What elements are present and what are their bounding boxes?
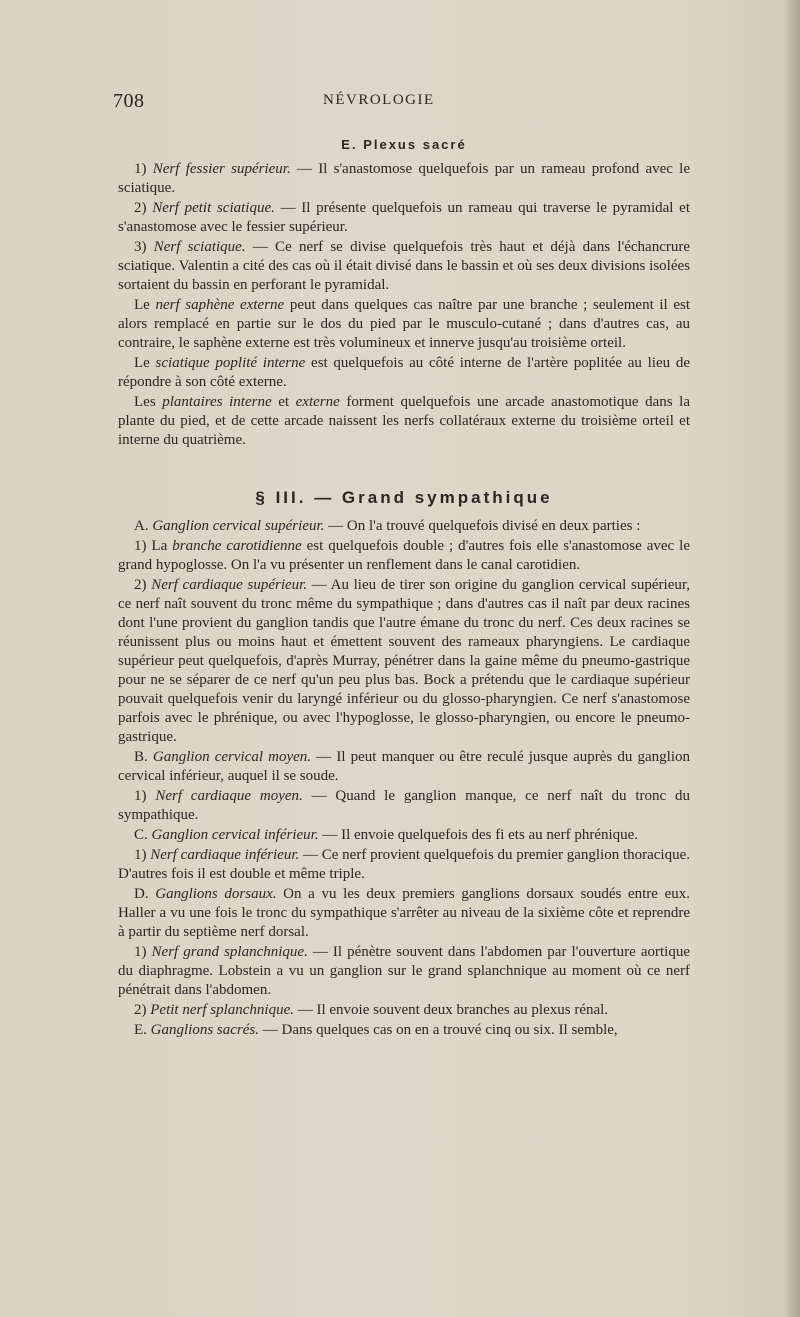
paragraph-term: Nerf cardiaque supérieur. <box>151 577 308 593</box>
paragraph-text: On a vu les deux premiers ganglions dorsaux soudés entre eux. Haller a vu une fois le tronc du sympathique s'arrêter au niveau de la sixième côte et reprendre à partir du septième nerf dorsal. <box>118 886 691 940</box>
paragraph-term: Ganglion cervical inférieur. <box>151 827 319 843</box>
paragraph-text: A. <box>134 518 153 534</box>
paragraph <box>118 885 690 942</box>
paragraph-text: — Ce nerf se divise quelquefois très haut et déjà dans l'échancrure sciatique. Valentin a cité des cas où il était divisé dans le bassin et où ses deux divisions isolées sortaient du bassin en perforant le pyramidal. <box>118 239 691 293</box>
paragraph-text: — Ce nerf provient quelquefois du premier ganglion thoracique. D'autres fois il est double et même triple. <box>118 847 690 882</box>
paragraph-text: 2) <box>134 200 153 216</box>
paragraph-text: 1) <box>134 944 152 960</box>
paragraph-text: Les <box>134 394 163 410</box>
paragraph <box>118 296 690 353</box>
paragraph-text: — On l'a trouvé quelquefois divisé en deux parties : <box>324 518 641 534</box>
paragraph-text: — Il présente quelquefois un rameau qui traverse le pyramidal et s'anastomose avec le fessier supérieur. <box>118 200 690 235</box>
paragraph <box>118 1001 690 1020</box>
paragraph-text: forment quelquefois une arcade anastomotique dans la plante du pied, et de cette arcade naissent les nerfs collatéraux externe du troisième orteil et interne du quatrième. <box>118 394 690 448</box>
paragraph-term: sciatique poplité interne <box>155 355 306 371</box>
section-title-plexus-sacre: E. Plexus sacré <box>341 137 467 152</box>
paragraph-text: C. <box>134 827 152 843</box>
paragraph-term: nerf saphène externe <box>155 297 285 313</box>
paragraph-term: Nerf cardiaque moyen. <box>155 788 303 804</box>
paragraph-term: Petit nerf splanchnique. <box>150 1002 294 1018</box>
paragraph-term: Nerf sciatique. <box>153 239 246 255</box>
paragraph-text: 3) <box>134 239 154 255</box>
paragraph <box>118 354 690 392</box>
paragraph <box>118 517 690 536</box>
section-title-grand-sympathique: § III. — Grand sympathique <box>255 488 553 507</box>
paragraph-text: 1) La <box>134 538 173 554</box>
page-body <box>118 135 690 1041</box>
paragraph-term: Nerf grand splanchnique. <box>151 944 308 960</box>
paragraph-text: est quelquefois double ; d'autres fois elle s'anastomose avec le grand hypoglosse. On l'a vu présenter un renflement dans le canal carotidien. <box>118 538 690 573</box>
paragraph-text: Le <box>134 297 156 313</box>
paragraph <box>118 1021 690 1040</box>
paragraph-term: externe <box>295 394 340 410</box>
page-edge-shadow <box>784 0 800 1317</box>
paragraph-text: — Dans quelques cas on en a trouvé cinq ou six. Il semble, <box>259 1022 618 1038</box>
page-header <box>113 90 673 116</box>
paragraph <box>118 846 690 884</box>
paragraph-text: est quelquefois au côté interne de l'artère poplitée au lieu de répondre à son côté externe. <box>118 355 690 390</box>
paragraph-text: 2) <box>134 577 152 593</box>
paragraph-text: E. <box>134 1022 151 1038</box>
paragraph <box>118 787 690 825</box>
paragraph-text: — Il s'anastomose quelquefois par un rameau profond avec le sciatique. <box>118 161 691 196</box>
paragraph-text: peut dans quelques cas naître par une branche ; seulement il est alors remplacé en partie sur le dos du pied par le musculo-cutané ; dans d'autres cas, au contraire, le saphène externe est très volumineux et innerve jusqu'au troisième orteil. <box>118 297 691 351</box>
paragraph-text: Le <box>134 355 156 371</box>
paragraph <box>118 160 690 198</box>
paragraph-term: Ganglion cervical moyen. <box>152 749 312 765</box>
page-number: 708 <box>113 90 145 112</box>
paragraph-text: — Il envoie quelquefois des fi ets au nerf phrénique. <box>318 827 639 843</box>
paragraph <box>118 576 690 747</box>
paragraph-text: 1) <box>134 847 151 863</box>
running-title: NÉVROLOGIE <box>323 92 435 108</box>
paragraph-text: — Il pénètre souvent dans l'abdomen par l'ouverture aortique du diaphragme. Lobstein a vu un ganglion sur le grand splanchnique au moment où ce nerf pénétrait dans l'abdomen. <box>118 944 691 998</box>
section-plexus-sacre <box>118 160 690 450</box>
paragraph-term: Ganglions sacrés. <box>150 1022 260 1038</box>
paragraph-term: plantaires interne <box>162 394 272 410</box>
paragraph-term: Ganglions dorsaux. <box>155 886 277 902</box>
paragraph <box>118 199 690 237</box>
paragraph-text: — Au lieu de tirer son origine du ganglion cervical supérieur, ce nerf naît souvent du tronc même du sympathique ; dans d'autres cas il naît par deux racines dont l'une provient du ganglion tandis que l'autre émane du tronc du nerf. Ces deux racines se réunissent plus ou moins haut et émettent souvent des rameaux pharyngiens. Le cardiaque supérieur peut quelquefois, d'après Murray, pénétrer dans la gaine même du pneumo-gastrique pour ne se séparer de ce nerf qu'un peu plus bas. Bock a prétendu que le cardiaque supérieur pouvait quelquefois venir du laryngé inférieur ou du glosso-pharyngien. Ce nerf s'anastomose parfois avec le phrénique, ou avec l'hypoglosse, le glosso-pharyngien, ou encore le pneumo-gastrique. <box>118 577 690 745</box>
paragraph <box>118 393 690 450</box>
paragraph-term: Ganglion cervical supérieur. <box>152 518 325 534</box>
section-grand-sympathique <box>118 517 690 1040</box>
paragraph-term: Nerf petit sciatique. <box>152 200 275 216</box>
paragraph <box>118 537 690 575</box>
paragraph-text: — Il envoie souvent deux branches au plexus rénal. <box>293 1002 609 1018</box>
paragraph-text: et <box>271 394 296 410</box>
paragraph-term: Nerf fessier supérieur. <box>152 161 291 177</box>
paragraph-text: — Quand le ganglion manque, ce nerf naît du tronc du sympathique. <box>118 788 690 823</box>
paragraph <box>118 238 690 295</box>
paragraph <box>118 748 690 786</box>
paragraph-text: B. <box>134 749 153 765</box>
paragraph-text: 1) <box>134 161 153 177</box>
paragraph-text: D. <box>134 886 156 902</box>
paragraph <box>118 943 690 1000</box>
paragraph <box>118 826 690 845</box>
paragraph-term: branche carotidienne <box>172 538 302 554</box>
paragraph-text: 1) <box>134 788 156 804</box>
paragraph-text: 2) <box>134 1002 151 1018</box>
paragraph-text: — Il peut manquer ou être reculé jusque auprès du ganglion cervical inférieur, auquel il se soude. <box>118 749 690 784</box>
paragraph-term: Nerf cardiaque inférieur. <box>150 847 300 863</box>
